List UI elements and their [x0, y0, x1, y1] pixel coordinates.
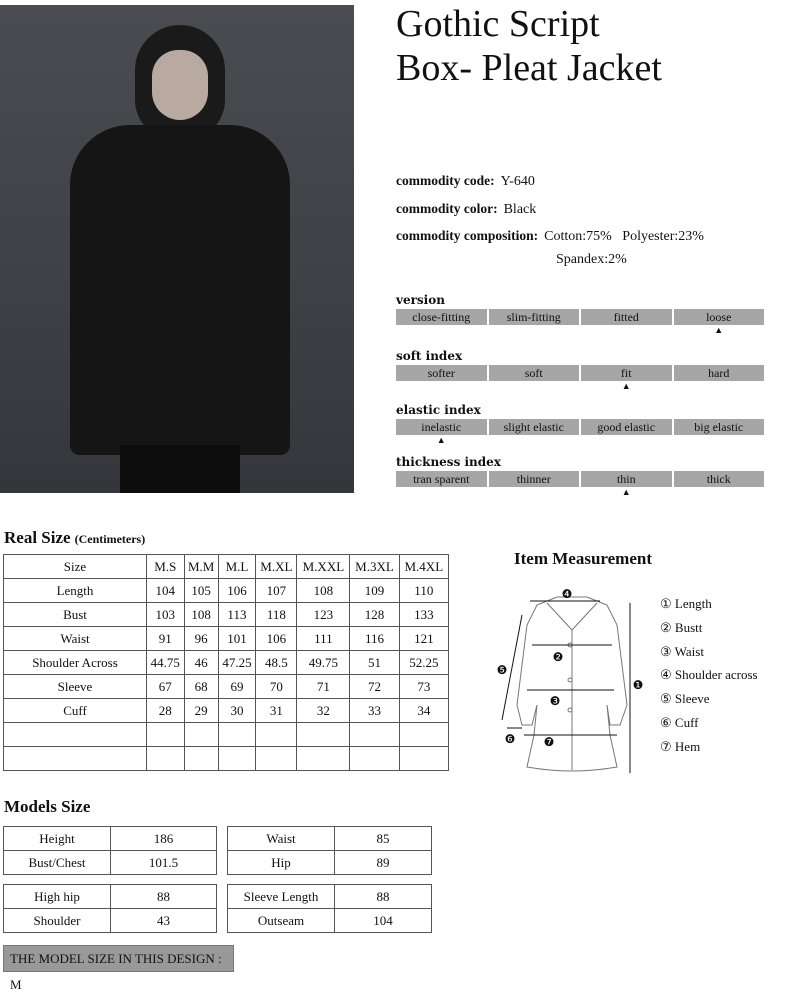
index-1	[396, 349, 764, 391]
legend-item: ⑦ Hem	[660, 738, 701, 754]
item-measurement-title: Item Measurement	[514, 549, 653, 568]
table-cell: 186	[111, 827, 217, 851]
marker-5: ❺	[496, 663, 508, 677]
index-label: version	[396, 293, 445, 307]
table-cell: Waist	[4, 627, 147, 651]
column-header: M.4XL	[399, 555, 448, 579]
index-scale	[396, 365, 764, 391]
value: Y-640	[500, 174, 535, 189]
selected-marker-icon: ▲	[621, 381, 631, 391]
marker-6: ❻	[504, 732, 516, 746]
label: commodity code:	[396, 173, 495, 188]
table-cell: 29	[184, 699, 218, 723]
option-label: big elastic	[694, 420, 744, 434]
table-row	[228, 851, 432, 875]
table-cell: 88	[111, 885, 217, 909]
table-row	[4, 723, 449, 747]
table-cell: 71	[297, 675, 350, 699]
model-table	[3, 826, 217, 875]
table-cell	[256, 723, 297, 747]
table-cell: 88	[335, 885, 432, 909]
table-cell: 105	[184, 579, 218, 603]
value: Black	[503, 202, 537, 217]
table-cell: High hip	[4, 885, 111, 909]
table-cell: 28	[147, 699, 185, 723]
product-title	[396, 2, 662, 90]
legend-item: ⑥ Cuff	[660, 714, 699, 730]
table-cell: 103	[147, 603, 185, 627]
table-cell: 31	[256, 699, 297, 723]
table-cell	[147, 723, 185, 747]
index-option	[396, 419, 487, 445]
index-scale	[396, 309, 764, 335]
index-0	[396, 293, 764, 335]
table-cell: 96	[184, 627, 218, 651]
table-cell: 104	[335, 909, 432, 933]
table-cell	[184, 747, 218, 771]
option-label: inelastic	[421, 420, 462, 434]
table-cell	[147, 747, 185, 771]
table-cell: 72	[350, 675, 399, 699]
option-label: thinner	[516, 472, 551, 486]
size-table	[3, 554, 449, 771]
column-header: Size	[4, 555, 147, 579]
index-option	[581, 471, 672, 497]
legend-item: ① Length	[660, 596, 712, 611]
index-2	[396, 403, 764, 445]
table-cell: Length	[4, 579, 147, 603]
table-cell	[350, 723, 399, 747]
table-cell: 49.75	[297, 651, 350, 675]
table-cell: 109	[350, 579, 399, 603]
legend-item: ⑤ Sleeve	[660, 691, 710, 707]
option-label: hard	[708, 366, 730, 380]
table-cell: Bust	[4, 603, 147, 627]
table-cell	[184, 723, 218, 747]
legend-item: ③ Waist	[660, 643, 704, 659]
table-cell: 104	[147, 579, 185, 603]
table-cell: 30	[218, 699, 256, 723]
table-cell: 67	[147, 675, 185, 699]
table-row	[4, 675, 449, 699]
selected-marker-icon: ▲	[621, 487, 631, 497]
title-line-1: Gothic Script	[396, 3, 600, 45]
table-cell	[399, 723, 448, 747]
composition-line-2: Spandex:2%	[556, 252, 627, 267]
option-label: good elastic	[597, 420, 656, 434]
option-label: thick	[706, 472, 731, 486]
table-cell: 121	[399, 627, 448, 651]
table-cell: 107	[256, 579, 297, 603]
table-cell	[256, 747, 297, 771]
table-cell: Shoulder Across	[4, 651, 147, 675]
table-cell: 73	[399, 675, 448, 699]
table-row	[4, 827, 217, 851]
index-option	[489, 471, 580, 487]
table-cell: 85	[335, 827, 432, 851]
table-cell: 113	[218, 603, 256, 627]
table-cell: 68	[184, 675, 218, 699]
table-cell: Outseam	[228, 909, 335, 933]
legend-item: ④ Shoulder across	[660, 667, 758, 683]
table-cell: 47.25	[218, 651, 256, 675]
table-row	[228, 885, 432, 909]
index-option	[581, 309, 672, 325]
table-cell: 133	[399, 603, 448, 627]
option-label: soft	[524, 366, 543, 380]
table-cell	[4, 747, 147, 771]
table-cell: Height	[4, 827, 111, 851]
index-option	[489, 419, 580, 435]
jacket-diagram	[492, 585, 647, 775]
table-row	[4, 579, 449, 603]
table-cell: Hip	[228, 851, 335, 875]
index-option	[581, 419, 672, 435]
index-scale	[396, 419, 764, 445]
table-row	[4, 885, 217, 909]
table-cell: 34	[399, 699, 448, 723]
option-label: close-fitting	[412, 310, 471, 324]
table-cell	[399, 747, 448, 771]
table-cell: Sleeve	[4, 675, 147, 699]
value: Cotton:75% Polyester:23%	[544, 229, 704, 244]
index-option	[396, 471, 487, 487]
table-cell	[4, 723, 147, 747]
commodity-composition	[396, 228, 704, 245]
table-cell: Cuff	[4, 699, 147, 723]
index-option	[489, 365, 580, 381]
model-table	[3, 884, 217, 933]
column-header: M.XXL	[297, 555, 350, 579]
marker-1: ❶	[632, 678, 644, 692]
model-size-banner: THE MODEL SIZE IN THIS DESIGN : M	[3, 945, 234, 972]
table-cell: 123	[297, 603, 350, 627]
option-label: slight elastic	[503, 420, 564, 434]
table-cell: 43	[111, 909, 217, 933]
product-photo	[0, 5, 354, 493]
header-row	[4, 555, 449, 579]
option-label: softer	[427, 366, 455, 380]
table-cell: 69	[218, 675, 256, 699]
option-label: tran sparent	[413, 472, 470, 486]
table-row	[4, 851, 217, 875]
legend-item: ② Bustt	[660, 619, 703, 635]
index-option	[396, 309, 487, 325]
table-cell: 110	[399, 579, 448, 603]
models-size-title: Models Size	[4, 797, 91, 816]
table-cell	[218, 747, 256, 771]
table-cell: Sleeve Length	[228, 885, 335, 909]
table-cell: 48.5	[256, 651, 297, 675]
table-cell: 108	[297, 579, 350, 603]
option-label: loose	[706, 310, 732, 324]
table-row	[228, 909, 432, 933]
table-row	[4, 909, 217, 933]
table-cell: 52.25	[399, 651, 448, 675]
selected-marker-icon: ▲	[714, 325, 724, 335]
table-cell	[218, 723, 256, 747]
marker-7: ❼	[543, 735, 555, 749]
table-cell	[297, 747, 350, 771]
unit: (Centimeters)	[74, 532, 146, 546]
index-option	[674, 419, 765, 435]
table-cell: 32	[297, 699, 350, 723]
table-cell: 106	[218, 579, 256, 603]
column-header: M.L	[218, 555, 256, 579]
index-option	[674, 365, 765, 381]
marker-3: ❸	[549, 694, 561, 708]
table-cell	[350, 747, 399, 771]
table-row	[4, 627, 449, 651]
table-cell: 106	[256, 627, 297, 651]
table-cell: 91	[147, 627, 185, 651]
table-row	[4, 747, 449, 771]
index-option	[581, 365, 672, 391]
table-cell: 51	[350, 651, 399, 675]
table-cell: 89	[335, 851, 432, 875]
option-label: slim-fitting	[506, 310, 561, 324]
index-scale	[396, 471, 764, 497]
table-cell: 101.5	[111, 851, 217, 875]
table-cell: 111	[297, 627, 350, 651]
index-option	[396, 365, 487, 381]
measurement-legend	[660, 592, 758, 759]
real-size-title	[4, 528, 145, 548]
model-table	[227, 826, 432, 875]
table-row	[4, 651, 449, 675]
index-3	[396, 455, 764, 497]
table-cell: 116	[350, 627, 399, 651]
column-header: M.S	[147, 555, 185, 579]
table-cell: 33	[350, 699, 399, 723]
marker-2: ❷	[552, 650, 564, 664]
index-label: elastic index	[396, 403, 481, 417]
table-row	[4, 603, 449, 627]
index-label: thickness index	[396, 455, 501, 469]
marker-4: ❹	[561, 587, 573, 601]
model-table	[227, 884, 432, 933]
table-cell	[297, 723, 350, 747]
title-line-2: Box- Pleat Jacket	[396, 47, 662, 89]
index-option	[489, 309, 580, 325]
commodity-code	[396, 173, 535, 190]
table-cell: 108	[184, 603, 218, 627]
table-row	[4, 699, 449, 723]
column-header: M.3XL	[350, 555, 399, 579]
table-cell: 44.75	[147, 651, 185, 675]
selected-marker-icon: ▲	[436, 435, 446, 445]
index-option	[674, 471, 765, 487]
table-row	[228, 827, 432, 851]
column-header: M.M	[184, 555, 218, 579]
label: commodity color:	[396, 201, 498, 216]
table-cell: 46	[184, 651, 218, 675]
table-cell: Shoulder	[4, 909, 111, 933]
option-label: fit	[620, 366, 632, 380]
table-cell: 118	[256, 603, 297, 627]
label: commodity composition:	[396, 228, 539, 243]
option-label: fitted	[613, 310, 639, 324]
commodity-color	[396, 201, 536, 218]
option-label: thin	[616, 472, 636, 486]
index-option	[674, 309, 765, 335]
table-cell: 70	[256, 675, 297, 699]
index-label: soft index	[396, 349, 463, 363]
column-header: M.XL	[256, 555, 297, 579]
title: Real Size	[4, 528, 71, 547]
table-cell: 128	[350, 603, 399, 627]
table-cell: 101	[218, 627, 256, 651]
table-cell: Waist	[228, 827, 335, 851]
table-cell: Bust/Chest	[4, 851, 111, 875]
